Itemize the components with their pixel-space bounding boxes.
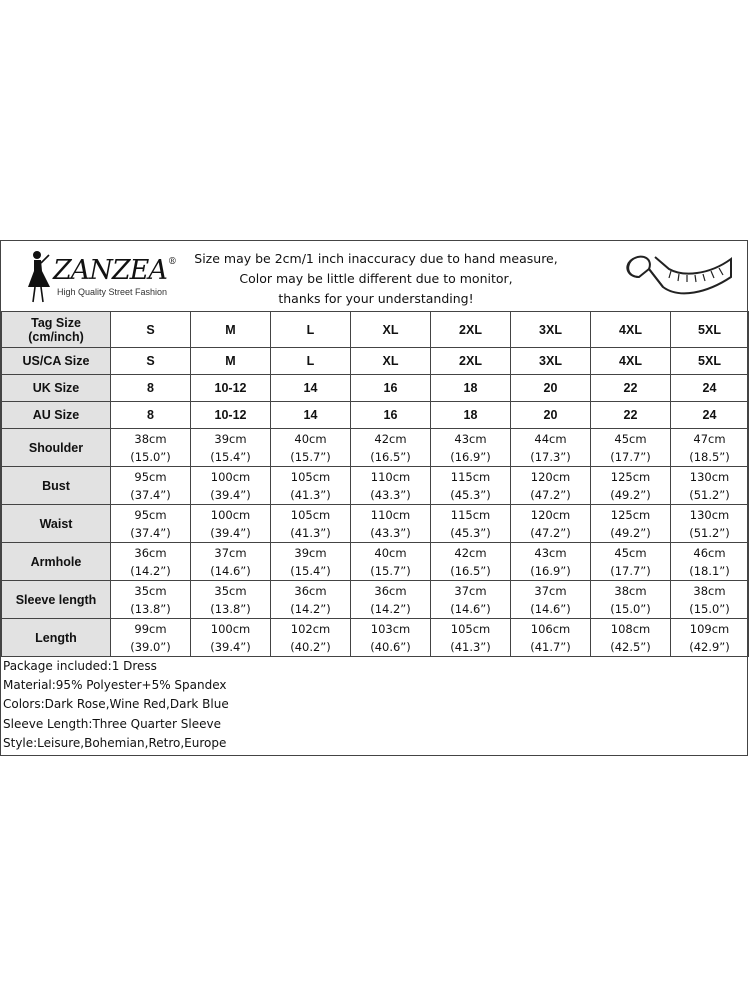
measure-inch: (41.3”) (290, 487, 331, 502)
size-chart (0, 240, 748, 756)
notice-line: Color may be little different due to monitor, (239, 271, 513, 286)
table-cell (431, 543, 511, 581)
measure-inch: (14.6”) (530, 601, 571, 616)
table-cell (111, 619, 191, 657)
table-row (2, 505, 749, 543)
measure-cm: 110cm (370, 469, 411, 484)
measure-inch: (45.3”) (450, 525, 491, 540)
measure-inch: (42.9”) (689, 639, 730, 654)
brand-logo (19, 247, 189, 305)
measure-cm: 106cm (530, 621, 571, 636)
table-cell (351, 429, 431, 467)
table-row (2, 543, 749, 581)
table-cell: 24 (671, 375, 749, 402)
row-label: Waist (2, 505, 111, 543)
brand-name: ZANZEA® (53, 255, 176, 286)
table-cell: 2XL (431, 348, 511, 375)
measure-inch: (16.9”) (450, 449, 491, 464)
table-cell (591, 543, 671, 581)
table-row (2, 348, 749, 375)
table-cell (591, 581, 671, 619)
row-label: Sleeve length (2, 581, 111, 619)
notice-line: Size may be 2cm/1 inch inaccuracy due to hand measure, (194, 251, 558, 266)
measure-cm: 108cm (610, 621, 651, 636)
table-cell (511, 505, 591, 543)
table-cell: 8 (111, 375, 191, 402)
table-cell (431, 505, 511, 543)
measure-inch: (15.4”) (290, 563, 331, 578)
row-label: UK Size (2, 375, 111, 402)
measure-cm: 105cm (450, 621, 491, 636)
measure-cm: 44cm (534, 431, 567, 446)
measure-cm: 45cm (614, 431, 647, 446)
table-cell (591, 505, 671, 543)
table-row (2, 467, 749, 505)
table-row (2, 375, 749, 402)
table-cell: S (111, 312, 191, 348)
measure-cm: 109cm (689, 621, 730, 636)
table-cell: M (191, 348, 271, 375)
measure-cm: 130cm (689, 469, 730, 484)
woman-silhouette-icon (25, 249, 53, 303)
measure-cm: 110cm (370, 507, 411, 522)
measure-cm: 38cm (693, 583, 726, 598)
table-cell: S (111, 348, 191, 375)
detail-style: Style:Leisure,Bohemian,Retro,Europe (3, 735, 227, 750)
row-label: AU Size (2, 402, 111, 429)
table-cell (191, 543, 271, 581)
table-cell: L (271, 348, 351, 375)
table-cell: 20 (511, 402, 591, 429)
table-cell (431, 581, 511, 619)
measure-cm: 37cm (214, 545, 247, 560)
table-cell: 16 (351, 402, 431, 429)
table-cell (191, 581, 271, 619)
detail-package: Package included:1 Dress (3, 659, 157, 673)
measure-cm: 120cm (530, 507, 571, 522)
measure-cm: 115cm (450, 469, 491, 484)
measure-cm: 35cm (134, 583, 167, 598)
measure-inch: (37.4”) (130, 487, 171, 502)
measure-cm: 95cm (134, 507, 167, 522)
table-cell (511, 619, 591, 657)
table-cell (431, 429, 511, 467)
table-cell: 16 (351, 375, 431, 402)
measure-inch: (18.1”) (689, 563, 730, 578)
measure-cm: 130cm (689, 507, 730, 522)
measure-inch: (17.7”) (610, 449, 651, 464)
measure-cm: 40cm (374, 545, 407, 560)
detail-sleeve: Sleeve Length:Three Quarter Sleeve (3, 716, 222, 731)
table-cell (271, 543, 351, 581)
table-cell (591, 429, 671, 467)
measure-cm: 103cm (370, 621, 411, 636)
table-row (2, 581, 749, 619)
measure-inch: (15.7”) (290, 449, 331, 464)
measure-cm: 36cm (374, 583, 407, 598)
table-cell: 14 (271, 375, 351, 402)
table-cell (191, 619, 271, 657)
measure-inch: (49.2”) (610, 487, 651, 502)
table-cell (111, 505, 191, 543)
table-cell (511, 581, 591, 619)
measure-inch: (15.0”) (130, 449, 171, 464)
table-cell (351, 619, 431, 657)
measure-inch: (45.3”) (450, 487, 491, 502)
measure-inch: (51.2”) (689, 525, 730, 540)
table-cell (111, 467, 191, 505)
table-cell: 24 (671, 402, 749, 429)
measure-cm: 42cm (374, 431, 407, 446)
measure-inch: (37.4”) (130, 525, 171, 540)
measure-cm: 99cm (134, 621, 167, 636)
table-row (2, 619, 749, 657)
measure-cm: 102cm (290, 621, 331, 636)
measure-cm: 105cm (290, 507, 331, 522)
measure-inch: (39.4”) (210, 525, 251, 540)
measure-cm: 39cm (214, 431, 247, 446)
chart-header (1, 241, 747, 312)
measurement-rows (2, 429, 749, 657)
table-cell: M (191, 312, 271, 348)
measure-inch: (14.2”) (130, 563, 171, 578)
table-cell (111, 543, 191, 581)
table-cell: 20 (511, 375, 591, 402)
table-cell: 18 (431, 402, 511, 429)
measure-inch: (15.0”) (689, 601, 730, 616)
measure-cm: 47cm (693, 431, 726, 446)
measure-cm: 35cm (214, 583, 247, 598)
measure-inch: (14.6”) (210, 563, 251, 578)
size-table (1, 311, 749, 657)
table-cell: 10-12 (191, 375, 271, 402)
table-cell (591, 619, 671, 657)
table-cell: L (271, 312, 351, 348)
brand-tagline: High Quality Street Fashion (57, 287, 168, 297)
table-cell (671, 505, 749, 543)
measure-cm: 45cm (614, 545, 647, 560)
row-label: Shoulder (2, 429, 111, 467)
measure-inch: (17.3”) (530, 449, 571, 464)
measuring-tape-icon (619, 247, 737, 305)
measure-inch: (47.2”) (530, 525, 571, 540)
measure-inch: (15.7”) (370, 563, 411, 578)
notice-line: thanks for your understanding! (278, 291, 474, 306)
measure-inch: (40.6”) (370, 639, 411, 654)
table-cell (351, 505, 431, 543)
detail-material: Material:95% Polyester+5% Spandex (3, 678, 227, 693)
measure-cm: 39cm (294, 545, 327, 560)
table-cell (671, 429, 749, 467)
measure-inch: (39.4”) (210, 487, 251, 502)
table-cell (671, 619, 749, 657)
measure-cm: 95cm (134, 469, 167, 484)
table-row (2, 402, 749, 429)
table-cell (111, 581, 191, 619)
measure-inch: (47.2”) (530, 487, 571, 502)
measure-inch: (39.4”) (210, 639, 251, 654)
table-cell (111, 429, 191, 467)
table-cell: 3XL (511, 348, 591, 375)
table-row (2, 312, 749, 348)
table-cell (511, 467, 591, 505)
measure-cm: 42cm (454, 545, 487, 560)
measure-inch: (49.2”) (610, 525, 651, 540)
table-cell (671, 581, 749, 619)
measure-cm: 125cm (610, 507, 651, 522)
measure-inch: (13.8”) (130, 601, 171, 616)
table-cell (351, 543, 431, 581)
table-cell: 14 (271, 402, 351, 429)
measure-cm: 43cm (454, 431, 487, 446)
measure-inch: (14.2”) (370, 601, 411, 616)
measure-cm: 37cm (534, 583, 567, 598)
measure-inch: (42.5”) (610, 639, 651, 654)
table-cell (591, 467, 671, 505)
measure-cm: 40cm (294, 431, 327, 446)
measure-cm: 37cm (454, 583, 487, 598)
measure-inch: (17.7”) (610, 563, 651, 578)
row-label: US/CA Size (2, 348, 111, 375)
measure-cm: 38cm (134, 431, 167, 446)
table-cell (511, 429, 591, 467)
measure-inch: (43.3”) (370, 525, 411, 540)
measure-inch: (51.2”) (689, 487, 730, 502)
table-cell: 2XL (431, 312, 511, 348)
table-cell: 8 (111, 402, 191, 429)
measure-cm: 105cm (290, 469, 331, 484)
table-cell: 5XL (671, 312, 749, 348)
table-cell (191, 505, 271, 543)
table-cell (271, 619, 351, 657)
table-cell: 10-12 (191, 402, 271, 429)
measure-inch: (16.9”) (530, 563, 571, 578)
measure-cm: 120cm (530, 469, 571, 484)
table-cell: 5XL (671, 348, 749, 375)
measure-cm: 43cm (534, 545, 567, 560)
table-cell (191, 467, 271, 505)
table-cell (351, 581, 431, 619)
measure-cm: 46cm (693, 545, 726, 560)
measure-inch: (14.2”) (290, 601, 331, 616)
measure-cm: 125cm (610, 469, 651, 484)
measure-inch: (41.3”) (450, 639, 491, 654)
table-cell (431, 467, 511, 505)
measure-cm: 100cm (210, 469, 251, 484)
measure-inch: (41.3”) (290, 525, 331, 540)
measure-cm: 36cm (294, 583, 327, 598)
table-cell (191, 429, 271, 467)
measure-inch: (43.3”) (370, 487, 411, 502)
table-cell (271, 581, 351, 619)
table-cell: 4XL (591, 312, 671, 348)
measure-inch: (14.6”) (450, 601, 491, 616)
table-cell (671, 543, 749, 581)
product-details (3, 657, 229, 753)
table-cell (351, 467, 431, 505)
measure-cm: 115cm (450, 507, 491, 522)
row-label: Armhole (2, 543, 111, 581)
table-row (2, 429, 749, 467)
table-cell: 3XL (511, 312, 591, 348)
measure-cm: 100cm (210, 507, 251, 522)
measure-inch: (13.8”) (210, 601, 251, 616)
table-cell (271, 429, 351, 467)
table-cell: 22 (591, 375, 671, 402)
measure-cm: 100cm (210, 621, 251, 636)
table-cell (271, 467, 351, 505)
row-label: Length (2, 619, 111, 657)
table-cell (511, 543, 591, 581)
table-cell: 18 (431, 375, 511, 402)
measure-inch: (41.7”) (530, 639, 571, 654)
measure-inch: (40.2”) (290, 639, 331, 654)
table-cell: XL (351, 348, 431, 375)
measure-inch: (18.5”) (689, 449, 730, 464)
measure-inch: (16.5”) (370, 449, 411, 464)
measure-inch: (16.5”) (450, 563, 491, 578)
measure-inch: (39.0”) (130, 639, 171, 654)
table-cell (671, 467, 749, 505)
table-cell: XL (351, 312, 431, 348)
measure-inch: (15.4”) (210, 449, 251, 464)
measure-cm: 38cm (614, 583, 647, 598)
table-cell (271, 505, 351, 543)
measure-inch: (15.0”) (610, 601, 651, 616)
row-label: Tag Size (cm/inch) (2, 312, 111, 348)
table-cell (431, 619, 511, 657)
row-label: Bust (2, 467, 111, 505)
detail-colors: Colors:Dark Rose,Wine Red,Dark Blue (3, 697, 229, 712)
measure-cm: 36cm (134, 545, 167, 560)
table-cell: 22 (591, 402, 671, 429)
measurement-notice (191, 249, 561, 309)
table-cell: 4XL (591, 348, 671, 375)
